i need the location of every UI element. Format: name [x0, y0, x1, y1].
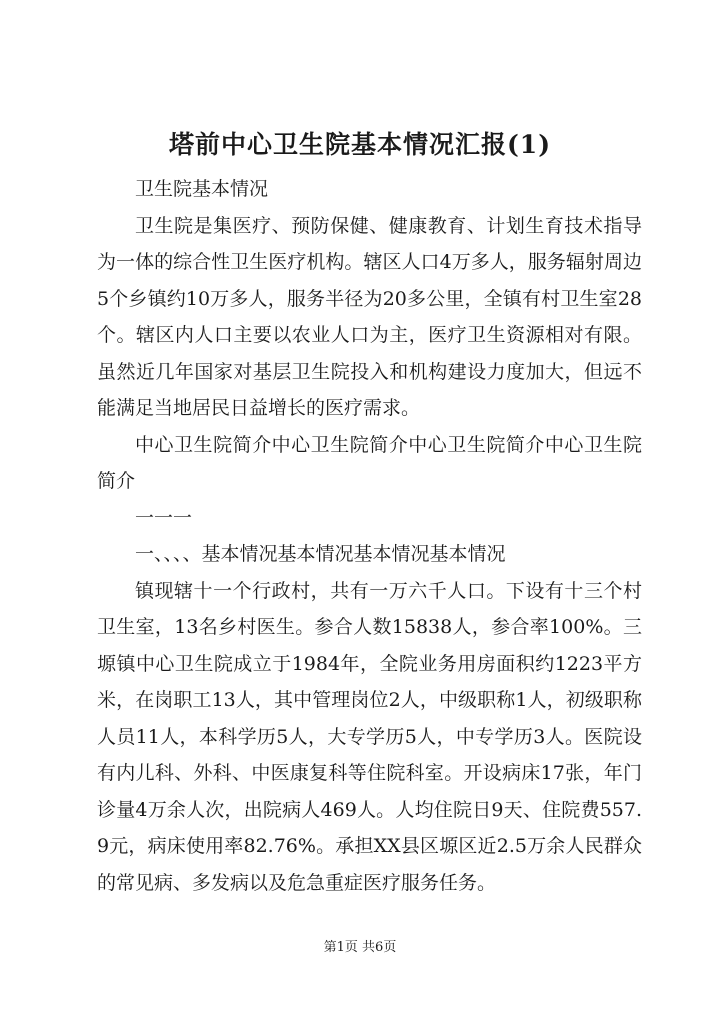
paragraph-town-details: 镇现辖十一个行政村，共有一万六千人口。下设有十三个村卫生室，13名乡村医生。参合人数15838人，参合率100%。三塬镇中心卫生院成立于1984年，全院业务用房面积约1223平方米，在岗职工13人，其中管理岗位2人，中级职称1人，初级职称人员11人，本科学历5人，大专学历5人，中专学历3人。医院设有内儿科、外科、中医康复科等住院科室。开设病床17张，年门诊量4万余人次，出院病人469人。人均住院日9天、住院费557.9元，病床使用率82.76%。承担XX县区塬区近2.5万余人民群众的常见病、多发病以及危急重症医疗服务任务。	[97, 579, 642, 894]
paragraph-divider: 一一一	[135, 506, 193, 529]
section-heading-basic-info: 卫生院基本情况	[135, 178, 269, 200]
document-body	[97, 171, 642, 901]
paragraph-intro-repeat: 中心卫生院简介中心卫生院简介中心卫生院简介中心卫生院简介	[97, 433, 642, 492]
section-heading-one: 一、、、、基本情况基本情况基本情况基本情况	[135, 543, 506, 565]
page-footer: 第1页 共6页	[323, 940, 397, 955]
document-title: 塔前中心卫生院基本情况汇报(1)	[168, 130, 552, 159]
paragraph-overview: 卫生院是集医疗、预防保健、健康教育、计划生育技术指导为一体的综合性卫生医疗机构。辖区人口4万多人，服务辐射周边5个乡镇约10万多人，服务半径为20多公里，全镇有村卫生室28个。辖区内人口主要以农业人口为主，医疗卫生资源相对有限。虽然近几年国家对基层卫生院投入和机构建设力度加大，但远不能满足当地居民日益增长的医疗需求。	[97, 214, 642, 419]
